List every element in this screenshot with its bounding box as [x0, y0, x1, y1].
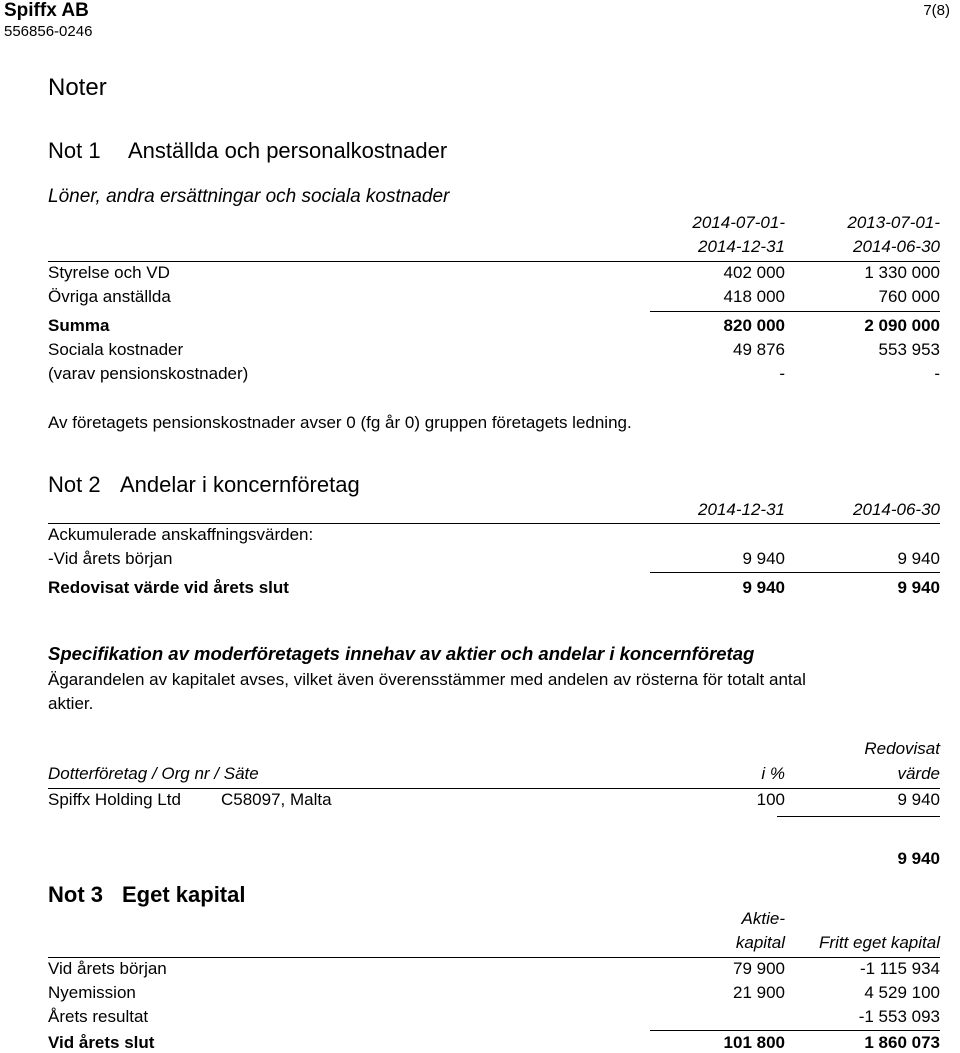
row-label: Vid årets början	[48, 959, 167, 978]
row-value-prior: 9 940	[897, 578, 940, 597]
row-label: Summa	[48, 316, 110, 335]
row-value-free-equity: -1 115 934	[859, 959, 940, 978]
row-value-share-capital: 79 900	[733, 959, 785, 978]
note1-number: Not 1	[48, 138, 101, 163]
note3-heading: Eget kapital	[122, 882, 246, 907]
sum-rule-col1	[650, 311, 785, 312]
row-value-free-equity: -1 553 093	[858, 1007, 940, 1026]
note2-header-rule	[48, 523, 940, 524]
page-number: 7(8)	[923, 2, 950, 19]
note1-col1-line2: 2014-12-31	[698, 237, 785, 256]
subsidiary-org: C58097, Malta	[221, 790, 332, 809]
page-title: Noter	[48, 74, 107, 101]
row-label: (varav pensionskostnader)	[48, 364, 249, 383]
row-label: Styrelse och VD	[48, 263, 170, 282]
note1-col1-line1: 2014-07-01-	[692, 213, 785, 232]
sum-rule-col2	[777, 311, 940, 312]
note3-col2: Fritt eget kapital	[819, 933, 940, 952]
note1-header-rule	[48, 261, 940, 262]
sub-header-value-line2: värde	[897, 764, 940, 783]
note3-col1-line2: kapital	[735, 933, 785, 952]
spec-text-line1: Ägarandelen av kapitalet avses, vilket även överensstämmer med andelen av rösterna för totalt antal	[48, 670, 806, 689]
row-value-prior: 553 953	[878, 340, 940, 359]
spec-text-line2: aktier.	[48, 694, 94, 713]
note1-subheading: Löner, andra ersättningar och sociala kostnader	[48, 186, 450, 207]
subsidiary-total: 9 940	[897, 849, 940, 868]
spec-heading: Specifikation av moderföretagets innehav av aktier och andelar i koncernföretag	[48, 643, 755, 664]
subsidiary-name: Spiffx Holding Ltd	[48, 790, 181, 809]
sum-rule-col2	[777, 816, 940, 817]
note3-header-rule	[48, 957, 940, 958]
row-value-current: 402 000	[723, 263, 785, 282]
sum-rule-col1	[650, 1030, 785, 1031]
row-label: -Vid årets början	[48, 549, 173, 568]
note1-col2-line1: 2013-07-01-	[847, 213, 940, 232]
subsidiary-value: 9 940	[897, 790, 940, 809]
row-value-free-equity: 1 860 073	[864, 1033, 940, 1052]
sub-header-rule	[48, 788, 940, 789]
note2-number: Not 2	[48, 472, 101, 497]
note2-col1: 2014-12-31	[698, 500, 785, 519]
subsidiary-pct: 100	[756, 790, 785, 809]
row-label: Nyemission	[48, 983, 136, 1002]
note2-col2: 2014-06-30	[853, 500, 940, 519]
row-value-share-capital: 21 900	[733, 983, 785, 1002]
row-value-current: 9 940	[742, 549, 785, 568]
row-value-share-capital: 101 800	[723, 1033, 785, 1052]
note3-number: Not 3	[48, 882, 103, 907]
row-value-free-equity: 4 529 100	[864, 983, 940, 1002]
sub-header-name: Dotterföretag / Org nr / Säte	[48, 764, 259, 783]
row-value-prior: 1 330 000	[864, 263, 940, 282]
note1-footnote: Av företagets pensionskostnader avser 0 (fg år 0) gruppen företagets ledning.	[48, 413, 632, 432]
row-value-prior: 2 090 000	[864, 316, 940, 335]
row-label: Vid årets slut	[48, 1033, 155, 1052]
row-label: Redovisat värde vid årets slut	[48, 578, 289, 597]
note2-heading: Andelar i koncernföretag	[120, 472, 360, 497]
row-value-prior: 760 000	[878, 287, 940, 306]
sub-header-value-line1: Redovisat	[864, 739, 940, 758]
row-value-current: 418 000	[723, 287, 785, 306]
row-value-current: 9 940	[742, 578, 785, 597]
row-label: Årets resultat	[48, 1007, 149, 1026]
sub-header-pct: i %	[761, 764, 785, 783]
row-value-current: -	[779, 364, 785, 383]
sum-rule-col2	[777, 572, 940, 573]
note1-col2-line2: 2014-06-30	[853, 237, 940, 256]
row-value-prior: -	[934, 364, 940, 383]
row-label: Övriga anställda	[48, 287, 171, 306]
org-number: 556856-0246	[4, 23, 93, 40]
sum-rule-col1	[650, 572, 785, 573]
sum-rule-col2	[777, 1030, 940, 1031]
row-value-current: 820 000	[723, 316, 785, 335]
note1-heading: Anställda och personalkostnader	[128, 138, 448, 163]
row-label: Sociala kostnader	[48, 340, 184, 359]
company-name: Spiffx AB	[4, 0, 89, 21]
note3-col1-line1: Aktie-	[741, 909, 785, 928]
note2-section-label: Ackumulerade anskaffningsvärden:	[48, 525, 314, 544]
row-value-current: 49 876	[733, 340, 785, 359]
row-value-prior: 9 940	[897, 549, 940, 568]
